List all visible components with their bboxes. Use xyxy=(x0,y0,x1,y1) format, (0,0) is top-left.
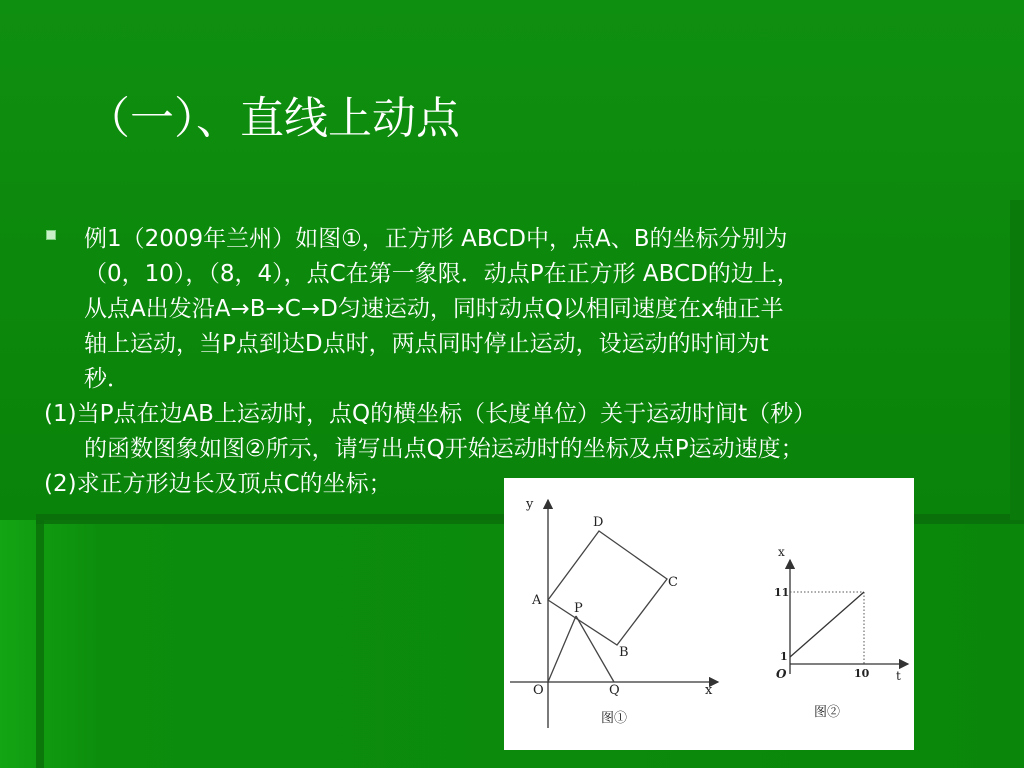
question-1-line-2: 的函数图象如图②所示，请写出点Q开始运动时的坐标及点P运动速度； xyxy=(84,436,804,462)
fig2-label-x: x xyxy=(778,545,785,559)
figures-svg xyxy=(504,478,914,750)
fig2-label-origin: O xyxy=(776,667,787,681)
fig1-label-x: x xyxy=(705,683,713,698)
figure-panel xyxy=(504,478,914,750)
fig2-tick-10: 10 xyxy=(854,667,870,680)
fig1-label-q: Q xyxy=(609,683,620,698)
problem-line-5: 秒． xyxy=(84,366,130,392)
problem-line-4: 轴上运动，当P点到达D点时，两点同时停止运动，设运动的时间为t xyxy=(84,331,769,357)
fig1-segment-pq xyxy=(576,616,614,682)
figure-1 xyxy=(510,497,718,728)
fig2-caption: 图② xyxy=(814,705,841,720)
fig1-label-c: C xyxy=(668,575,678,590)
fig1-label-b: B xyxy=(619,645,629,660)
problem-line-3: 从点A出发沿A→B→C→D匀速运动，同时动点Q以相同速度在x轴正半 xyxy=(84,296,784,322)
fig2-label-t: t xyxy=(896,669,901,683)
fig2-tick-1: 1 xyxy=(780,650,788,663)
fig1-label-y: y xyxy=(526,497,534,512)
slide-content xyxy=(44,222,1004,502)
fig1-square-abcd xyxy=(548,531,667,645)
fig2-tick-11: 11 xyxy=(774,586,790,599)
fig1-label-a: A xyxy=(532,593,542,608)
problem-line-2: （0，10），（8，4），点C在第一象限．动点P在正方形 ABCD的边上， xyxy=(84,261,800,287)
fig1-segment-op xyxy=(548,616,576,682)
slide-title: （一）、直线上动点 xyxy=(86,93,460,144)
question-1-line-1: (1)当P点在边AB上运动时，点Q的横坐标（长度单位）关于运动时间t（秒） xyxy=(44,401,817,427)
background-right-strip xyxy=(1010,200,1024,520)
figure-2 xyxy=(774,545,908,720)
question-2-line: (2)求正方形边长及顶点C的坐标； xyxy=(44,471,392,497)
fig1-label-d: D xyxy=(593,515,604,530)
fig1-caption: 图① xyxy=(601,711,628,726)
problem-line-1: 例1（2009年兰州）如图①，正方形 ABCD中，点A、B的坐标分别为 xyxy=(84,226,788,252)
problem-statement xyxy=(44,222,1004,397)
square-bullet-icon xyxy=(46,230,56,240)
fig1-label-p: P xyxy=(574,601,583,616)
fig1-label-o: O xyxy=(533,683,544,698)
background-vertical-bar xyxy=(36,520,44,768)
fig2-graph-line xyxy=(790,592,864,657)
